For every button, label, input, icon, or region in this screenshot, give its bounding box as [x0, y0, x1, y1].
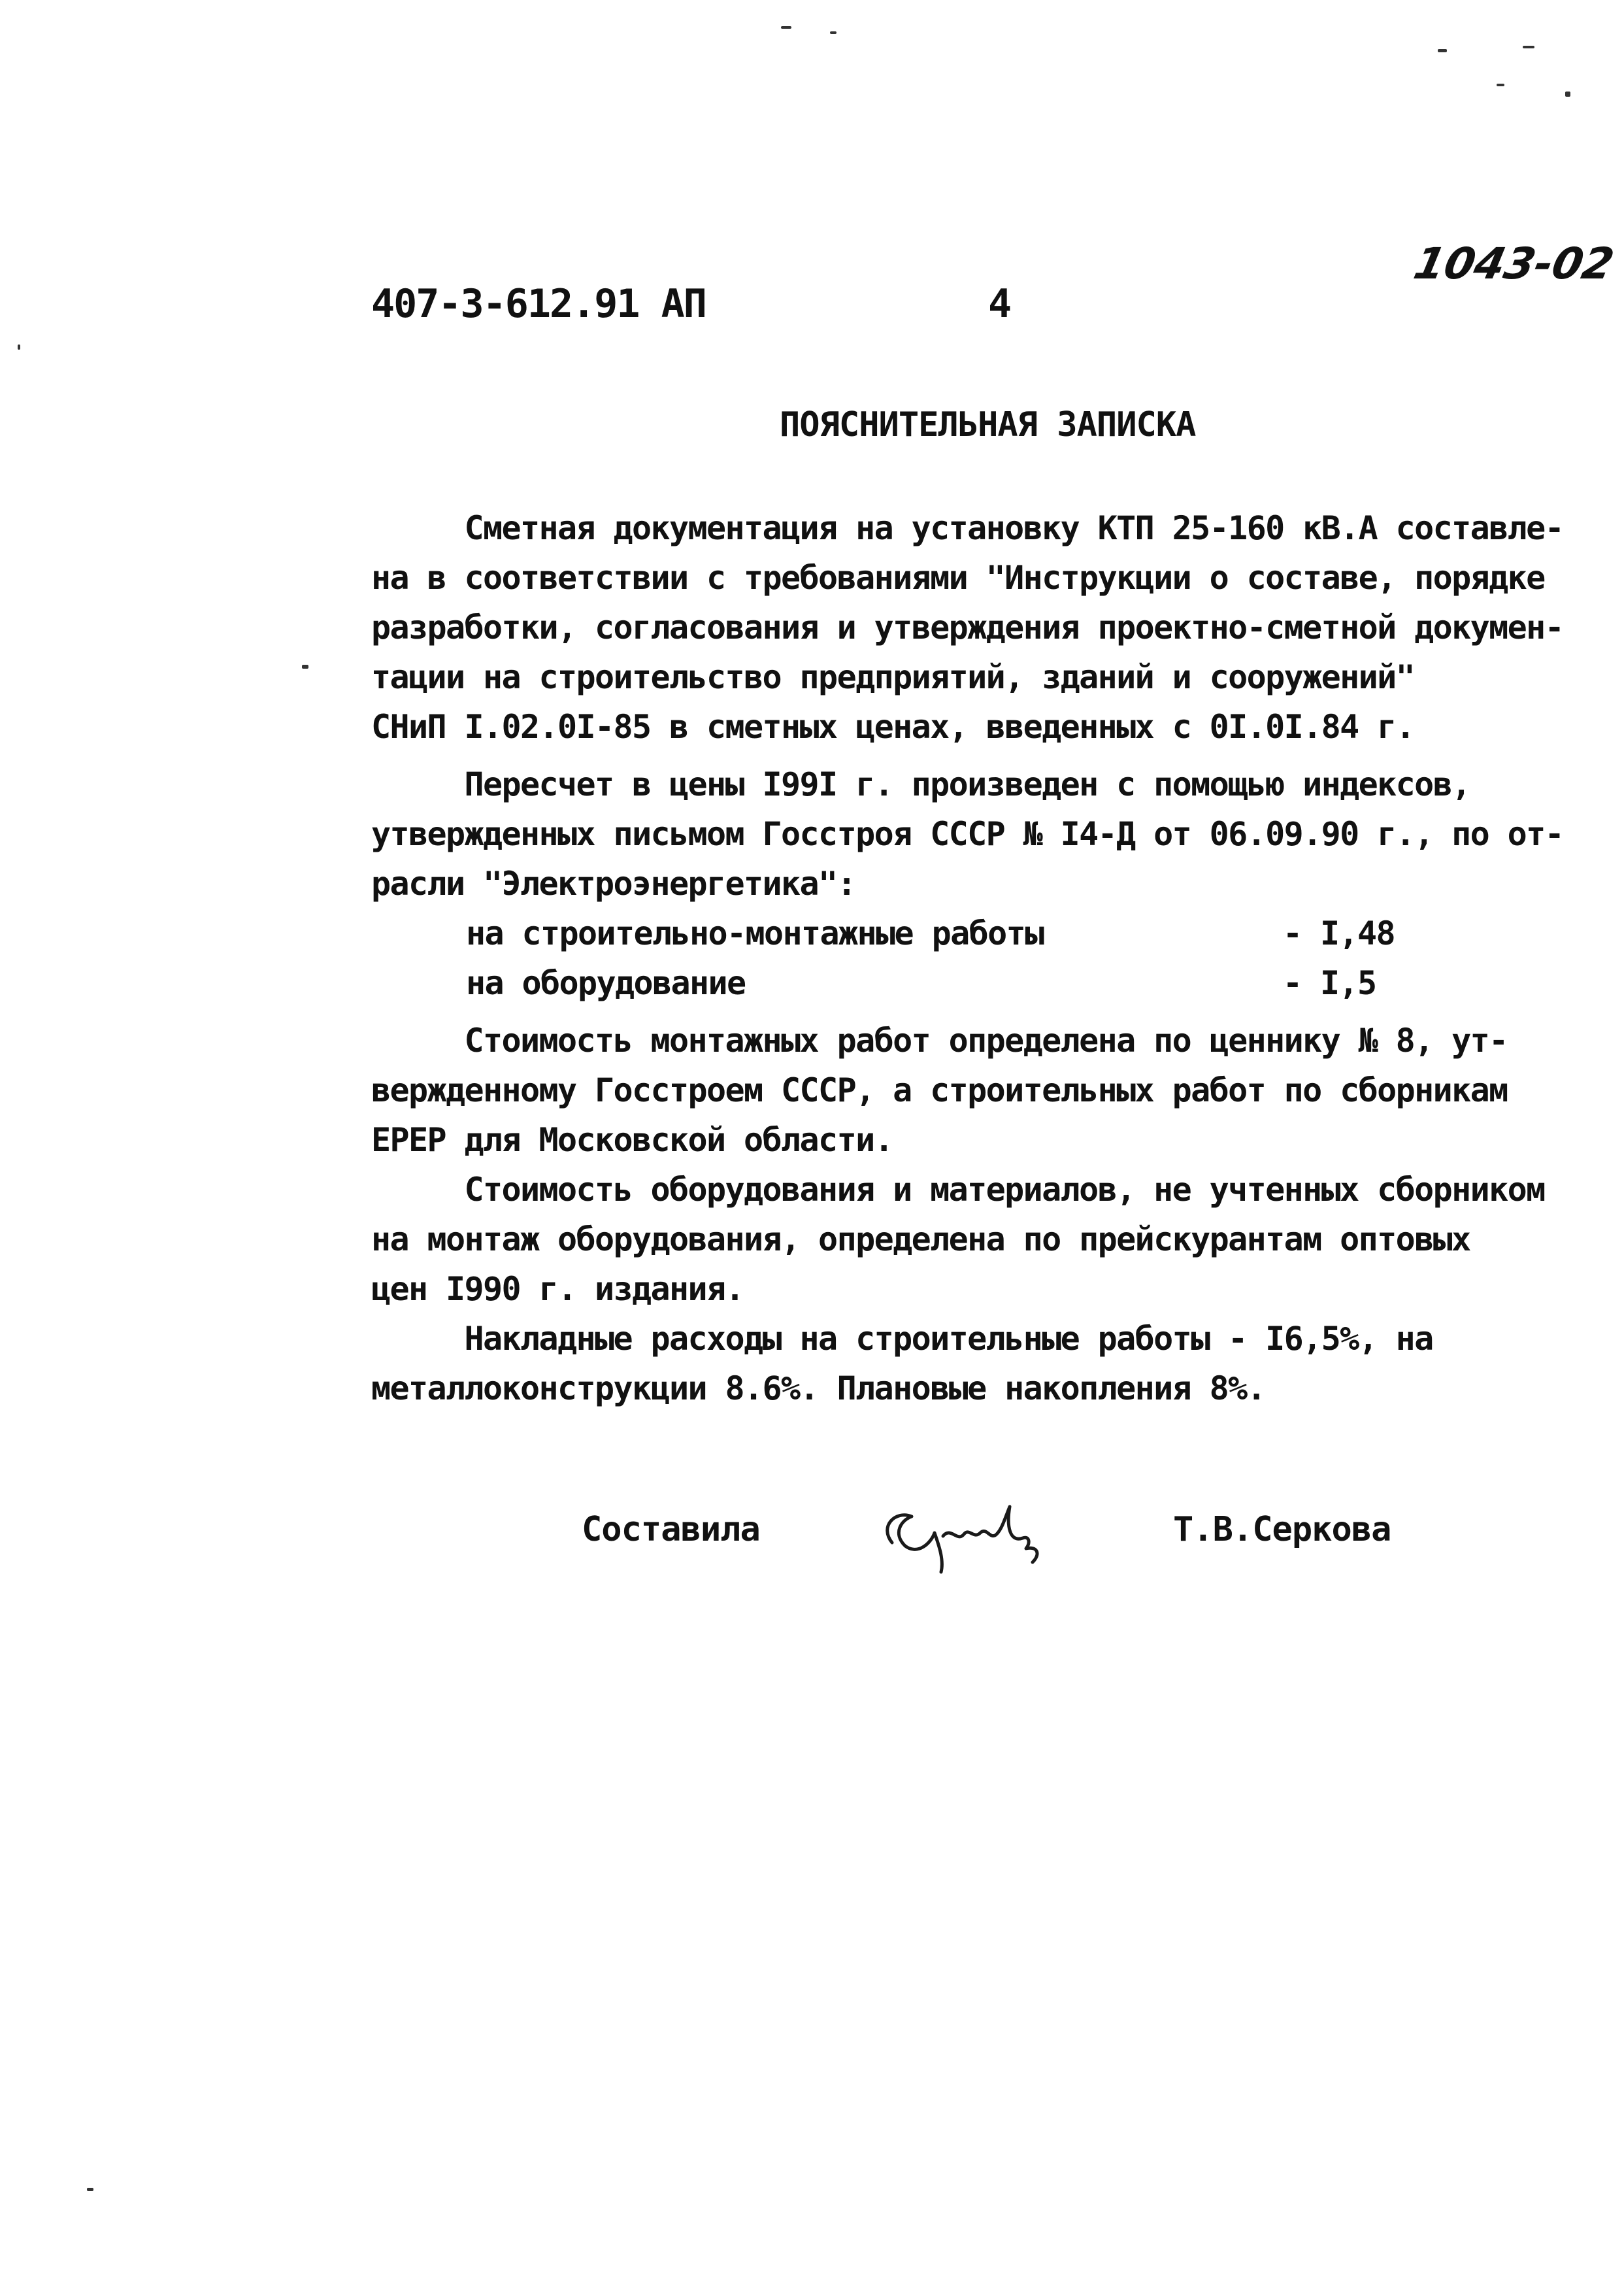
page-number: 4: [988, 281, 1012, 327]
scan-speck: [1523, 46, 1534, 48]
text-line: утвержденных письмом Госстроя СССР № I4-Д от 06.09.90 г., по от-: [371, 815, 1564, 853]
text-line: Сметная документация на установку КТП 25-160 кВ.А составле-: [371, 509, 1564, 547]
signer-name: Т.В.Серкова: [1173, 1510, 1391, 1549]
text-line: на в соответствии с требованиями "Инструкции о составе, порядке: [371, 559, 1545, 597]
scan-speck: [1497, 84, 1504, 86]
paragraph-recalculation: [371, 760, 1600, 909]
text-line: вержденному Госстроем СССР, а строительных работ по сборникам: [371, 1071, 1508, 1109]
paragraph-installation-cost: [371, 1016, 1600, 1165]
text-line: разработки, согласования и утверждения проектно-сметной докумен-: [371, 609, 1564, 646]
text-line: тации на строительство предприятий, зданий и сооружений": [371, 658, 1415, 696]
text-line: Стоимость оборудования и материалов, не учтенных сборником: [371, 1171, 1545, 1209]
index-value: - I,48: [1283, 914, 1395, 952]
signature-label: Составила: [582, 1510, 760, 1549]
paragraph-overhead: [371, 1314, 1600, 1413]
text-line: ЕРЕР для Московской области.: [371, 1121, 893, 1159]
paragraph-estimate-basis: [371, 503, 1600, 752]
text-line: Пересчет в цены I99I г. произведен с помощью индексов,: [371, 765, 1470, 803]
index-label: на строительно-монтажные работы: [466, 914, 1044, 952]
index-row: [371, 909, 1600, 958]
text-line: на монтаж оборудования, определена по прейскурантам оптовых: [371, 1220, 1470, 1258]
scan-speck: [1565, 92, 1570, 97]
text-line: Стоимость монтажных работ определена по ценнику № 8, ут-: [371, 1022, 1508, 1060]
body-text: [371, 503, 1600, 1413]
index-row: [371, 958, 1600, 1008]
scan-speck: [302, 665, 308, 669]
index-label: на оборудование: [466, 964, 746, 1002]
document-code: 407-3-612.91 АП: [371, 281, 706, 327]
text-line: расли "Электроэнергетика":: [371, 865, 856, 903]
text-line: СНиП I.02.0I-85 в сметных ценах, введенных с 0I.0I.84 г.: [371, 708, 1415, 746]
handwritten-signature: [866, 1481, 1062, 1579]
indices-list: [371, 909, 1600, 1008]
archive-number: 1043-02: [1409, 239, 1619, 289]
text-line: цен I990 г. издания.: [371, 1270, 744, 1308]
paragraph-equipment-cost: [371, 1165, 1600, 1314]
scan-speck: [18, 344, 20, 350]
scan-speck: [830, 31, 837, 34]
text-line: металлоконструкции 8.6%. Плановые накопления 8%.: [371, 1369, 1266, 1407]
scan-speck: [1438, 49, 1447, 52]
page-title: ПОЯСНИТЕЛЬНАЯ ЗАПИСКА: [780, 405, 1196, 444]
index-value: - I,5: [1283, 964, 1376, 1002]
scan-speck: [781, 26, 791, 29]
text-line: Накладные расходы на строительные работы - I6,5%, на: [371, 1320, 1433, 1358]
scan-speck: [87, 2188, 93, 2191]
